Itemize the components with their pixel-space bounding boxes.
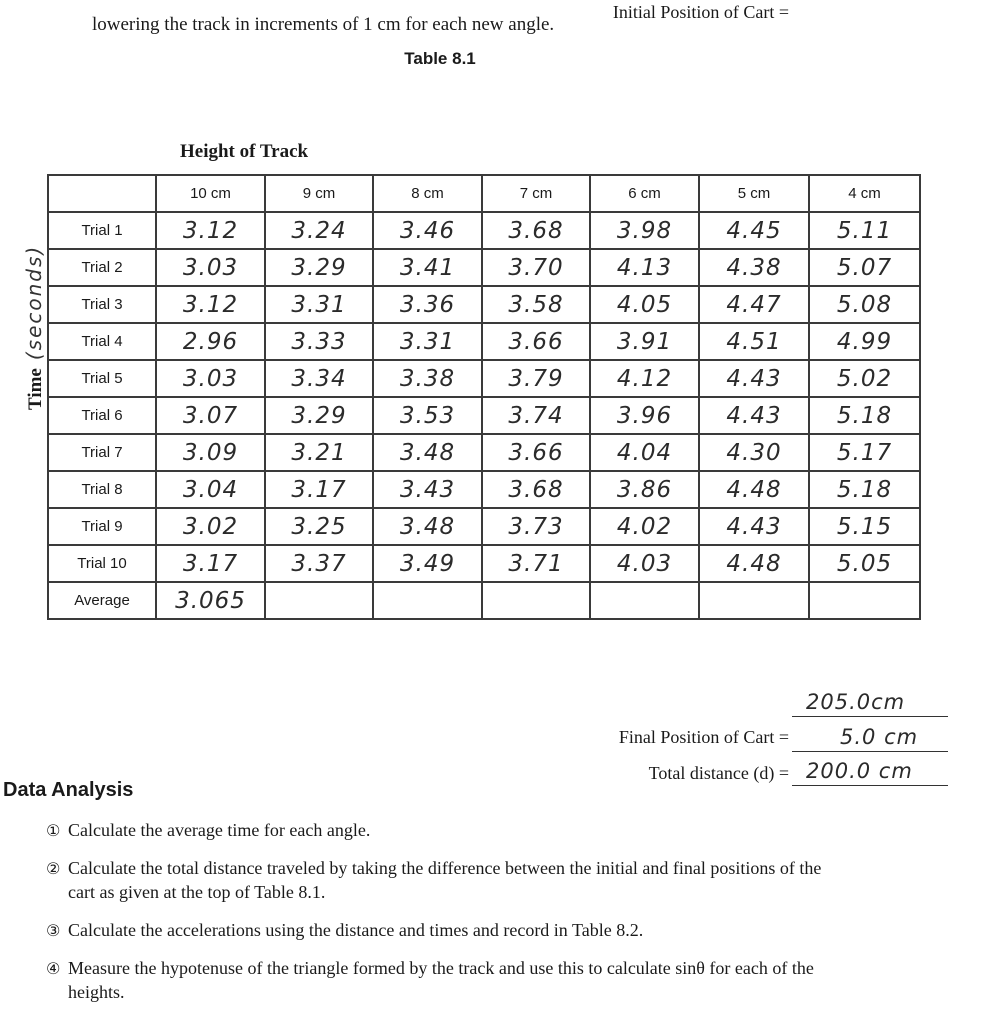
- column-header: 7 cm: [482, 175, 590, 212]
- time-value-cell: 4.12: [590, 360, 699, 397]
- time-value-cell: 3.79: [482, 360, 590, 397]
- time-value-cell: 4.30: [699, 434, 809, 471]
- trial-row: [48, 212, 920, 249]
- data-analysis-title: Data Analysis: [3, 779, 134, 801]
- time-value-cell: [699, 582, 809, 619]
- total-distance-label: Total distance (d) =: [648, 763, 789, 783]
- time-value-cell: 4.43: [699, 508, 809, 545]
- time-value-cell: 4.45: [699, 212, 809, 249]
- table-body: [48, 212, 920, 619]
- time-value-cell: 3.25: [265, 508, 373, 545]
- time-value-cell: 3.66: [482, 323, 590, 360]
- time-value-cell: [265, 582, 373, 619]
- row-label: Trial 2: [48, 249, 156, 286]
- time-value-cell: 3.12: [156, 212, 265, 249]
- time-value-cell: 3.38: [373, 360, 482, 397]
- height-of-track-label: Height of Track: [180, 141, 309, 162]
- step-text: Calculate the accelerations using the distance and times and record in Table 8.2.: [68, 920, 644, 940]
- column-header: 10 cm: [156, 175, 265, 212]
- time-value-cell: 3.24: [265, 212, 373, 249]
- trial-row: [48, 323, 920, 360]
- time-value-cell: 3.03: [156, 360, 265, 397]
- row-label: Trial 3: [48, 286, 156, 323]
- column-header: 4 cm: [809, 175, 920, 212]
- time-value-cell: 5.02: [809, 360, 920, 397]
- row-label: Average: [48, 582, 156, 619]
- time-value-cell: 5.18: [809, 471, 920, 508]
- time-value-cell: 3.065: [156, 582, 265, 619]
- time-value-cell: 3.03: [156, 249, 265, 286]
- trial-row: [48, 286, 920, 323]
- initial-position-line: [792, 690, 948, 717]
- time-value-cell: 4.13: [590, 249, 699, 286]
- time-value-cell: 3.29: [265, 397, 373, 434]
- trial-row: [48, 508, 920, 545]
- time-value-cell: 3.70: [482, 249, 590, 286]
- time-value-cell: 4.05: [590, 286, 699, 323]
- time-value-cell: 2.96: [156, 323, 265, 360]
- time-value-cell: 3.73: [482, 508, 590, 545]
- trial-row: [48, 360, 920, 397]
- analysis-step-2: [46, 856, 846, 904]
- total-distance-line: [792, 759, 948, 786]
- row-label: Trial 4: [48, 323, 156, 360]
- time-value-cell: 3.96: [590, 397, 699, 434]
- row-label: Trial 1: [48, 212, 156, 249]
- time-value-cell: 3.37: [265, 545, 373, 582]
- time-value-cell: 3.34: [265, 360, 373, 397]
- time-value-cell: 4.51: [699, 323, 809, 360]
- time-value-cell: 3.66: [482, 434, 590, 471]
- time-value-cell: 5.18: [809, 397, 920, 434]
- time-value-cell: 3.33: [265, 323, 373, 360]
- step-number: ①: [46, 821, 61, 840]
- column-header: 6 cm: [590, 175, 699, 212]
- time-value-cell: 3.68: [482, 471, 590, 508]
- step-text: Calculate the average time for each angle.: [68, 820, 371, 840]
- analysis-step-3: [46, 918, 846, 943]
- initial-position-label: Initial Position of Cart =: [612, 2, 789, 22]
- time-value-cell: 3.31: [373, 323, 482, 360]
- time-value-cell: 3.12: [156, 286, 265, 323]
- trial-row: [48, 471, 920, 508]
- total-distance-value: 200.0 cm: [806, 759, 913, 783]
- step-number: ②: [46, 859, 61, 878]
- row-label: Trial 7: [48, 434, 156, 471]
- time-value-cell: [373, 582, 482, 619]
- row-label: Trial 8: [48, 471, 156, 508]
- analysis-step-1: [46, 818, 846, 843]
- time-value-cell: 5.17: [809, 434, 920, 471]
- time-value-cell: 3.48: [373, 508, 482, 545]
- time-value-cell: 4.02: [590, 508, 699, 545]
- time-value-cell: 4.48: [699, 471, 809, 508]
- time-value-cell: 3.17: [156, 545, 265, 582]
- time-value-cell: 3.98: [590, 212, 699, 249]
- time-value-cell: 4.99: [809, 323, 920, 360]
- time-value-cell: 4.47: [699, 286, 809, 323]
- time-value-cell: 3.49: [373, 545, 482, 582]
- time-value-cell: 3.74: [482, 397, 590, 434]
- time-value-cell: 5.07: [809, 249, 920, 286]
- time-value-cell: 5.15: [809, 508, 920, 545]
- analysis-step-4: [46, 956, 846, 1004]
- time-value-cell: [809, 582, 920, 619]
- table-header-row: [48, 175, 920, 212]
- time-value-cell: 5.11: [809, 212, 920, 249]
- row-label: Trial 10: [48, 545, 156, 582]
- time-value-cell: [482, 582, 590, 619]
- time-value-cell: 4.43: [699, 397, 809, 434]
- time-value-cell: 4.48: [699, 545, 809, 582]
- trial-row: [48, 434, 920, 471]
- time-value-cell: 3.68: [482, 212, 590, 249]
- time-value-cell: 3.71: [482, 545, 590, 582]
- step-number: ③: [46, 921, 61, 940]
- time-value-cell: [590, 582, 699, 619]
- time-value-cell: 4.03: [590, 545, 699, 582]
- step-text: Calculate the total distance traveled by taking the difference between the initial and final positions of the cart as given at the top of Table 8.1.: [68, 858, 822, 902]
- initial-position-value: 205.0cm: [806, 690, 906, 714]
- trial-row: [48, 249, 920, 286]
- corner-cell: [48, 175, 156, 212]
- trial-row: [48, 545, 920, 582]
- final-position-value: 5.0 cm: [840, 725, 919, 749]
- time-value-cell: 4.38: [699, 249, 809, 286]
- time-label-handwritten: (seconds): [22, 244, 46, 361]
- row-label: Trial 5: [48, 360, 156, 397]
- time-value-cell: 3.91: [590, 323, 699, 360]
- final-position-label: Final Position of Cart =: [618, 727, 789, 747]
- time-value-cell: 3.53: [373, 397, 482, 434]
- trial-row: [48, 397, 920, 434]
- time-value-cell: 3.48: [373, 434, 482, 471]
- time-value-cell: 3.41: [373, 249, 482, 286]
- time-value-cell: 3.21: [265, 434, 373, 471]
- trial-times-table: [47, 174, 921, 620]
- intro-text: lowering the track in increments of 1 cm for each new angle.: [92, 14, 555, 35]
- column-header: 5 cm: [699, 175, 809, 212]
- time-value-cell: 3.07: [156, 397, 265, 434]
- row-label: Trial 6: [48, 397, 156, 434]
- step-text: Measure the hypotenuse of the triangle formed by the track and use this to calculate sinθ for each of the heights.: [68, 958, 814, 1002]
- time-value-cell: 5.05: [809, 545, 920, 582]
- time-value-cell: 3.46: [373, 212, 482, 249]
- time-value-cell: 3.29: [265, 249, 373, 286]
- time-value-cell: 3.04: [156, 471, 265, 508]
- final-position-line: [792, 725, 948, 752]
- time-value-cell: 3.43: [373, 471, 482, 508]
- time-axis-label: [22, 245, 47, 410]
- step-number: ④: [46, 959, 61, 978]
- column-header: 9 cm: [265, 175, 373, 212]
- time-value-cell: 3.31: [265, 286, 373, 323]
- time-value-cell: 3.17: [265, 471, 373, 508]
- time-value-cell: 4.04: [590, 434, 699, 471]
- time-label-printed: Time: [25, 368, 46, 410]
- time-value-cell: 3.09: [156, 434, 265, 471]
- time-value-cell: 3.02: [156, 508, 265, 545]
- row-label: Trial 9: [48, 508, 156, 545]
- table-title: Table 8.1: [404, 49, 476, 68]
- average-row: [48, 582, 920, 619]
- time-value-cell: 3.86: [590, 471, 699, 508]
- time-value-cell: 3.58: [482, 286, 590, 323]
- column-header: 8 cm: [373, 175, 482, 212]
- time-value-cell: 3.36: [373, 286, 482, 323]
- time-value-cell: 5.08: [809, 286, 920, 323]
- time-value-cell: 4.43: [699, 360, 809, 397]
